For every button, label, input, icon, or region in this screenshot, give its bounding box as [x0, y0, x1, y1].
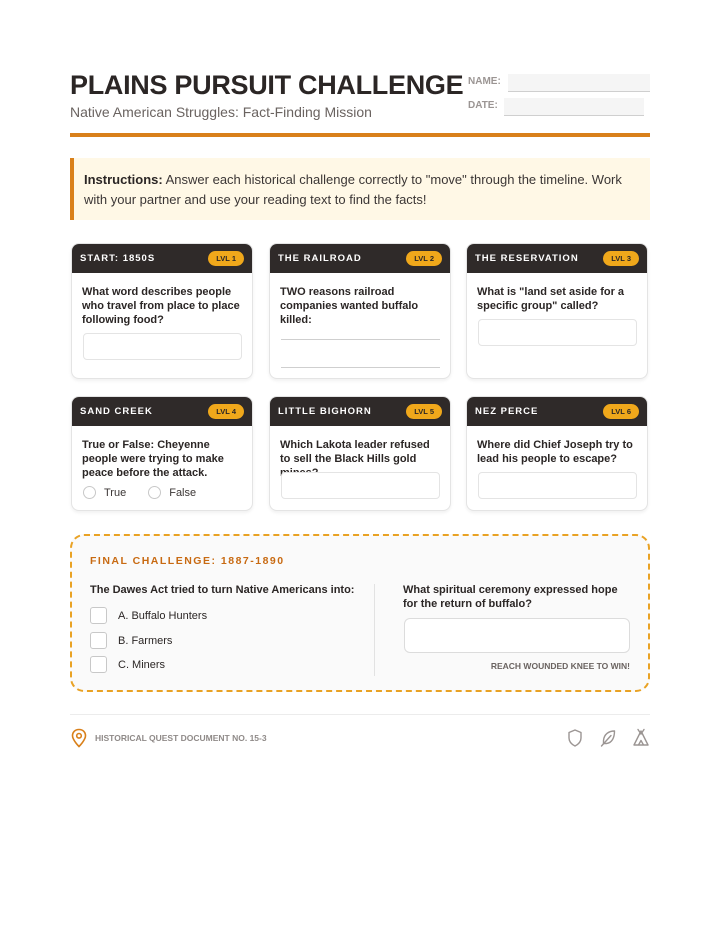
card-header	[270, 244, 450, 273]
name-field[interactable]	[508, 74, 650, 92]
document-label: HISTORICAL QUEST DOCUMENT NO. 15-3	[95, 733, 267, 743]
answer-line-2[interactable]	[281, 367, 440, 368]
card-title: START: 1850S	[80, 253, 156, 264]
challenge-card-6	[466, 396, 648, 511]
level-badge: LVL 5	[406, 404, 442, 419]
card-question: TWO reasons railroad companies wanted buffalo killed:	[280, 286, 419, 326]
instructions-box	[70, 158, 650, 220]
card-question: What is "land set aside for a specific group" called?	[477, 286, 625, 312]
checkbox[interactable]	[90, 607, 107, 624]
name-field-row	[468, 74, 650, 92]
level-badge: LVL 6	[603, 404, 639, 419]
final-divider	[374, 584, 375, 676]
answer-field[interactable]	[478, 319, 637, 346]
option-farmers[interactable]	[90, 632, 172, 649]
level-badge: LVL 3	[603, 251, 639, 266]
challenge-card-4	[71, 396, 253, 511]
false-radio[interactable]	[148, 486, 161, 499]
option-buffalo-hunters[interactable]	[90, 607, 207, 624]
tipi-icon	[632, 728, 650, 748]
option-label: A. Buffalo Hunters	[118, 609, 208, 622]
level-badge: LVL 1	[208, 251, 244, 266]
footer-icons	[566, 728, 652, 748]
card-title: THE RESERVATION	[475, 253, 579, 264]
date-field[interactable]	[504, 98, 644, 116]
card-question: Which Lakota leader refused to sell the Black Hills gold	[280, 439, 430, 465]
answer-line-1[interactable]	[281, 339, 440, 340]
checkbox[interactable]	[90, 656, 107, 673]
true-false-options	[83, 486, 196, 499]
card-header	[270, 397, 450, 426]
name-label: NAME:	[468, 76, 501, 87]
instructions-label: Instructions:	[84, 172, 163, 187]
level-badge: LVL 4	[208, 404, 244, 419]
answer-field[interactable]	[281, 472, 440, 499]
challenge-card-3	[466, 243, 648, 379]
feather-icon	[599, 728, 617, 748]
card-header	[72, 397, 252, 426]
card-question: What word describes people who travel from place to place following food?	[82, 286, 240, 326]
instructions-text: Answer each historical challenge correctly to "move" through the timeline. Work with your partner and use your reading text to find the facts!	[84, 172, 622, 207]
final-note: REACH WOUNDED KNEE TO WIN!	[490, 661, 630, 671]
true-label: True	[104, 486, 127, 499]
answer-field[interactable]	[83, 333, 242, 360]
level-badge: LVL 2	[406, 251, 442, 266]
option-miners[interactable]	[90, 656, 165, 673]
card-title: SAND CREEK	[80, 406, 153, 417]
card-title: NEZ PERCE	[475, 406, 539, 417]
card-header	[467, 244, 647, 273]
challenge-card-2	[269, 243, 451, 379]
final-answer-field[interactable]	[404, 618, 630, 653]
final-question-2: What spiritual ceremony expressed hope for the return of buffalo?	[403, 584, 618, 610]
challenge-card-1	[71, 243, 253, 379]
card-title: LITTLE BIGHORN	[278, 406, 372, 417]
card-title: THE RAILROAD	[278, 253, 362, 264]
card-question: True or False: Cheyenne people were trying to make peace before the attack.	[82, 439, 224, 479]
final-question-1: The Dawes Act tried to turn Native Americans into:	[90, 584, 355, 596]
page-title: PLAINS PURSUIT CHALLENGE	[70, 70, 464, 100]
answer-field[interactable]	[478, 472, 637, 499]
card-header	[72, 244, 252, 273]
checkbox[interactable]	[90, 632, 107, 649]
final-challenge-title: FINAL CHALLENGE: 1887-1890	[90, 555, 285, 567]
header-divider	[70, 133, 650, 137]
false-label: False	[169, 486, 197, 499]
footer-divider	[70, 714, 650, 715]
date-label: DATE:	[468, 100, 498, 111]
option-label: C. Miners	[118, 658, 166, 671]
shield-icon	[566, 728, 584, 748]
map-pin-icon	[70, 728, 88, 748]
card-header	[467, 397, 647, 426]
date-field-row	[468, 98, 650, 116]
true-radio[interactable]	[83, 486, 96, 499]
page-subtitle: Native American Struggles: Fact-Finding Mission	[70, 104, 372, 120]
final-challenge-box	[70, 534, 650, 692]
card-question: Where did Chief Joseph try to lead his people to escape?	[477, 439, 633, 465]
challenge-card-5	[269, 396, 451, 511]
option-label: B. Farmers	[118, 634, 173, 647]
